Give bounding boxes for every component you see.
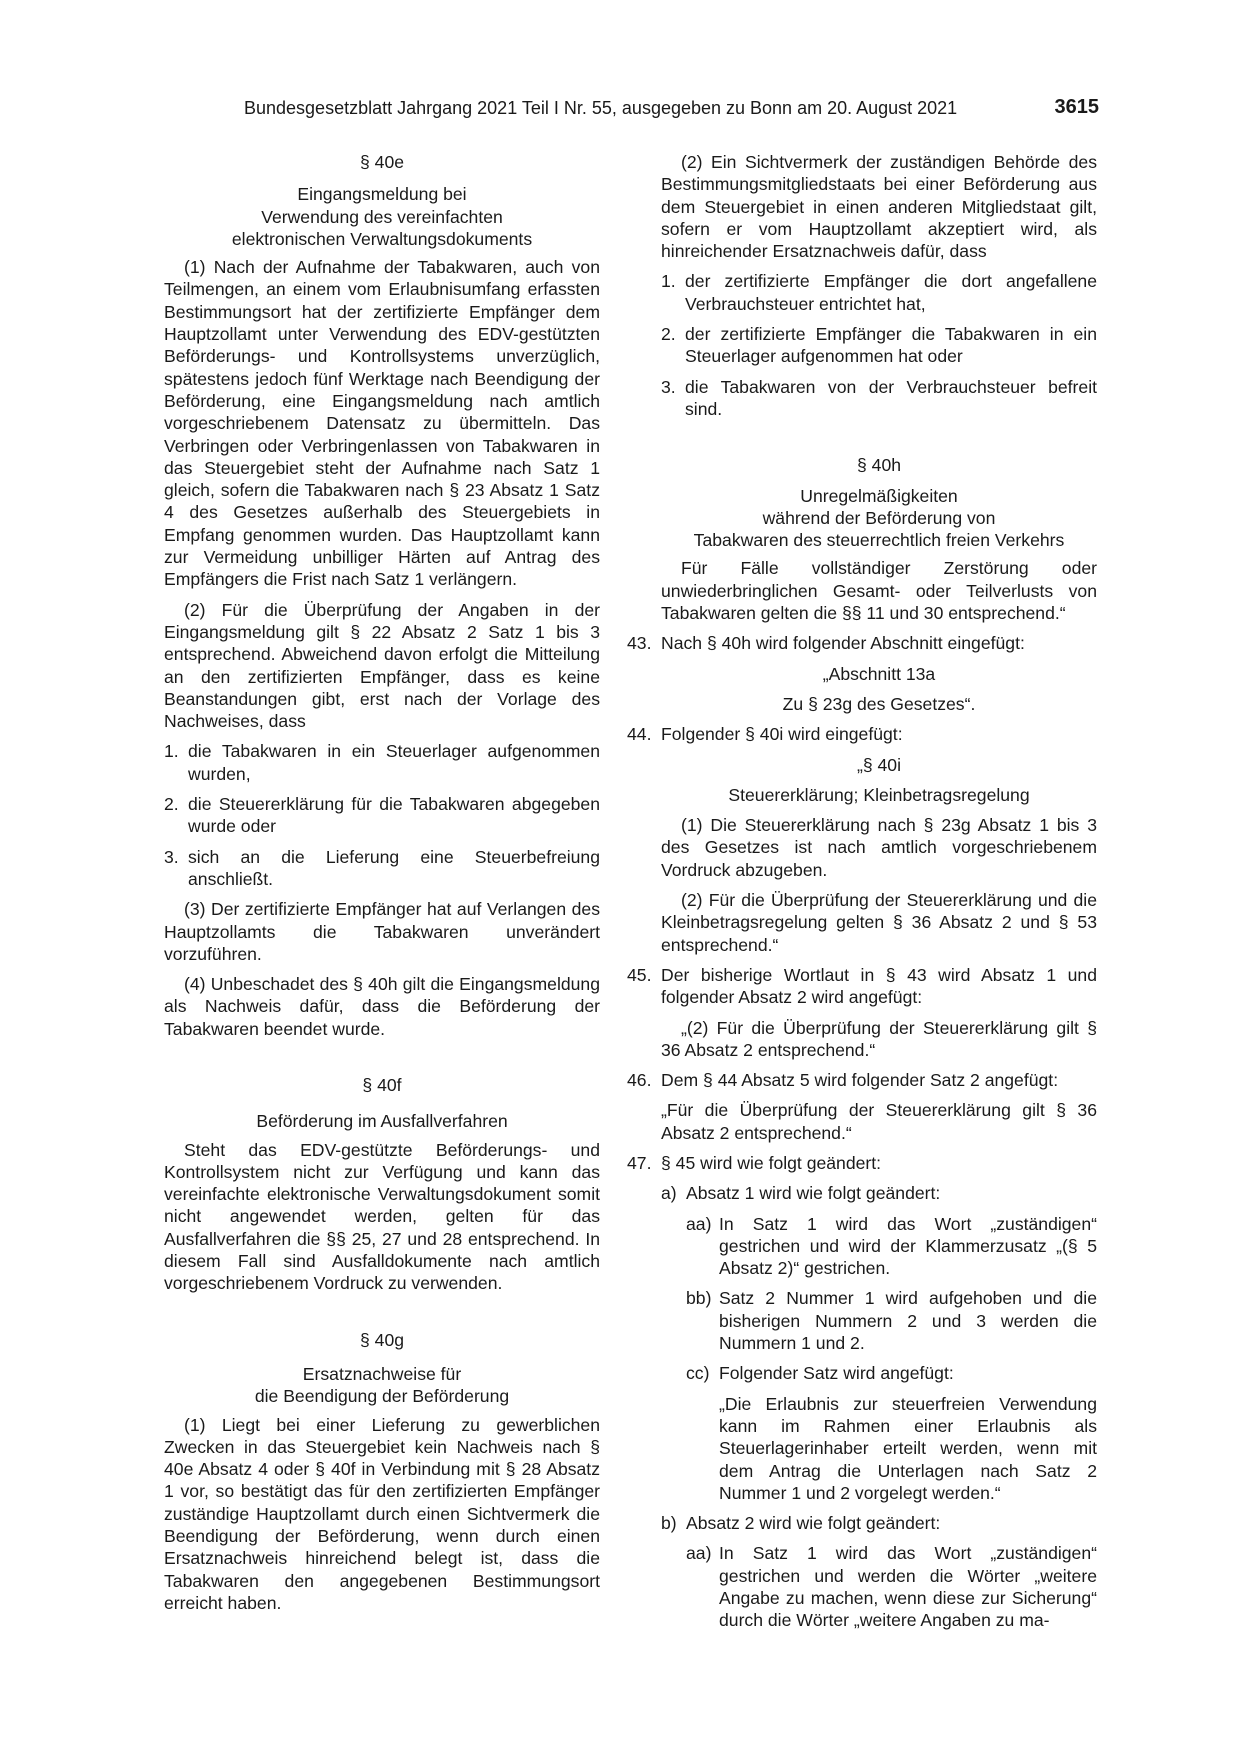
quoted-line: Zu § 23g des Gesetzes“. xyxy=(782,693,976,714)
amendment-text: Der bisherige Wortlaut in § 43 wird Absatz 1 und folgender Absatz 2 wird angefügt: xyxy=(661,964,1097,1008)
list-item xyxy=(164,740,600,785)
paragraph: (2) Ein Sichtvermerk der zuständigen Behörde des Bestimmungsmitgliedstaats bei einer Beförderung aus dem Steuergebiet in einen anderen Mitgliedstaat gilt, sofern er vom Hauptzollamt akzeptiert wird, als hinreichender Ersatznachweis dafür, dass xyxy=(661,152,1097,262)
sub-item-letter: b) xyxy=(661,1513,677,1534)
section-heading-line: Unregelmäßigkeiten xyxy=(800,485,958,506)
section-number: „§ 40i xyxy=(856,754,901,775)
paragraph: (3) Der zertifizierte Empfänger hat auf Verlangen des Hauptzollamts die Tabakwaren unverändert vorzuführen. xyxy=(164,899,600,964)
list-number: 2. xyxy=(661,324,676,345)
paragraph: Für Fälle vollständiger Zerstörung oder unwiederbringlichen Gesamt- oder Teilverlusts von Tabakwaren gelten die §§ 11 und 30 entsprechend.“ xyxy=(661,558,1097,624)
amendment-item xyxy=(627,632,1097,654)
list-item xyxy=(164,793,600,838)
amendment-text: § 45 wird wie folgt geändert: xyxy=(661,1152,882,1173)
list-text: sich an die Lieferung eine Steuerbefreiung anschließt. xyxy=(188,846,600,889)
amendment-text: Nach § 40h wird folgender Abschnitt eingefügt: xyxy=(661,633,1025,654)
sub-item-text: Absatz 2 wird wie folgt geändert: xyxy=(686,1513,941,1534)
amendment-number: 44. xyxy=(627,724,652,745)
sub-item-letter: a) xyxy=(661,1183,677,1204)
list-number: 3. xyxy=(661,376,676,397)
list-text: die Tabakwaren von der Verbrauchsteuer befreit sind. xyxy=(685,376,1097,419)
section-heading-line: Verwendung des vereinfachten xyxy=(261,206,503,227)
list-number: 1. xyxy=(164,741,179,762)
list-text: die Steuererklärung für die Tabakwaren abgegeben wurde oder xyxy=(188,794,600,837)
amendment-number: 45. xyxy=(627,964,652,985)
list-text: der zertifizierte Empfänger die Tabakwaren in ein Steuerlager aufgenommen hat oder xyxy=(685,324,1097,367)
section-number: § 40e xyxy=(359,152,405,172)
section-number: § 40h xyxy=(856,455,902,476)
section-heading-line: elektronischen Verwaltungsdokuments xyxy=(231,228,533,249)
sub-sub-item-letter: bb) xyxy=(686,1288,712,1309)
section-number: § 40f xyxy=(362,1074,402,1095)
quoted-line: „Abschnitt 13a xyxy=(822,663,936,684)
right-column xyxy=(627,151,1097,1640)
paragraph: (1) Nach der Aufnahme der Tabakwaren, auch von Teilmengen, an einem vom Erlaubnisumfang erfassten Bestimmungsort hat der zertifizierte Empfänger dem Hauptzollamt unter Verwendung des EDV-gestützten Beförderungs- und Kontrollsystems unverzüglich, spätestens jedoch fünf Werktage nach Beendigung der Beförderung, eine Eingangsmeldung nach amtlich vorgeschriebenem Datensatz zu übermitteln. Das Verbringen oder Verbringenlassen von Tabakwaren in das Steuergebiet steht der Aufnahme nach Satz 1 gleich, sofern die Tabakwaren nach § 23 Absatz 1 Satz 4 des Gesetzes außerhalb des Steuergebiets in Empfang genommen wurden. Das Hauptzollamt kann zur Vermeidung unbilliger Härten auf Antrag des Empfängers die Frist nach Satz 1 verlängern. xyxy=(164,257,600,590)
paragraph: (1) Die Steuererklärung nach § 23g Absatz 1 bis 3 des Gesetzes ist nach amtlich vorgeschriebenem Vordruck abzugeben. xyxy=(661,815,1097,880)
sub-item xyxy=(661,1182,1097,1204)
sub-item-text: Absatz 1 wird wie folgt geändert: xyxy=(686,1183,941,1204)
amendment-text: Dem § 44 Absatz 5 wird folgender Satz 2 angefügt: xyxy=(661,1070,1059,1091)
sub-sub-item-text: In Satz 1 wird das Wort „zuständigen“ gestrichen und wird der Klammerzusatz „(§ 5 Absatz 2)“ gestrichen. xyxy=(719,1213,1097,1279)
section-number: § 40g xyxy=(359,1329,405,1350)
amendment-item xyxy=(627,1069,1097,1091)
sub-item xyxy=(661,1512,1097,1534)
amendment-text: Folgender § 40i wird eingefügt: xyxy=(661,724,903,745)
quoted-paragraph: „Für die Überprüfung der Steuererklärung gilt § 36 Absatz 2 entsprechend.“ xyxy=(661,1100,1097,1143)
list-item xyxy=(661,376,1097,421)
amendment-number: 46. xyxy=(627,1070,652,1091)
amendment-item xyxy=(627,964,1097,1009)
section-heading-line: Ersatznachweise für xyxy=(302,1363,462,1384)
amendment-number: 47. xyxy=(627,1152,652,1173)
gazette-title: Bundesgesetzblatt Jahrgang 2021 Teil I Nr. 55, ausgegeben zu Bonn am 20. August 2021 xyxy=(244,98,958,118)
sub-sub-item-text: In Satz 1 wird das Wort „zuständigen“ gestrichen und werden die Wörter „weitere Angabe zu machen, wenn diese zur Sicherung“ durch die Wörter „weitere Angaben zu ma- xyxy=(719,1543,1097,1631)
sub-sub-item xyxy=(661,1362,1097,1384)
sub-sub-item-text: Satz 2 Nummer 1 wird aufgehoben und die bisherigen Nummern 2 und 3 werden die Nummern 1 und 2. xyxy=(719,1288,1097,1354)
list-item xyxy=(164,846,600,891)
list-text: die Tabakwaren in ein Steuerlager aufgenommen wurden, xyxy=(188,741,600,784)
list-number: 1. xyxy=(661,271,676,292)
quoted-paragraph: „(2) Für die Überprüfung der Steuererklärung gilt § 36 Absatz 2 entsprechend.“ xyxy=(661,1017,1097,1060)
list-item xyxy=(661,270,1097,315)
sub-sub-item xyxy=(661,1287,1097,1354)
page-header xyxy=(244,98,1099,124)
sub-sub-item xyxy=(661,1213,1097,1280)
amendment-item xyxy=(627,1152,1097,1174)
paragraph: (4) Unbeschadet des § 40h gilt die Eingangsmeldung als Nachweis dafür, dass die Beförderung der Tabakwaren beendet wurde. xyxy=(164,974,600,1039)
paragraph: (2) Für die Überprüfung der Steuererklärung und die Kleinbetragsregelung gelten § 36 Absatz 2 und § 53 entsprechend.“ xyxy=(661,890,1097,955)
section-heading-line: die Beendigung der Beförderung xyxy=(254,1386,510,1407)
paragraph: (1) Liegt bei einer Lieferung zu gewerblichen Zwecken in das Steuergebiet kein Nachweis nach § 40e Absatz 4 oder § 40f in Verbindung mit § 28 Absatz 1 vor, so bestätigt das für den zertifizierten Empfänger zuständige Hauptzollamt durch einen Sichtvermerk die Beendigung der Beförderung, wenn durch einen Ersatznachweis hinreichend belegt ist, dass die Tabakwaren den angegebenen Bestimmungsort erreicht haben. xyxy=(164,1414,600,1613)
amendment-number: 43. xyxy=(627,633,652,654)
quoted-paragraph: „Die Erlaubnis zur steuerfreien Verwendung kann im Rahmen einer Erlaubnis als Steuerlagerinhaber erteilt werden, wenn mit dem Antrag die Unterlagen nach Satz 2 Nummer 1 und 2 vorgelegt werden.“ xyxy=(719,1393,1097,1503)
paragraph: (2) Für die Überprüfung der Angaben in der Eingangsmeldung gilt § 22 Absatz 2 Satz 1 bis 3 entsprechend. Abweichend davon erfolgt die Mitteilung an den zertifizierten Empfänger, dass es keine Beanstandungen gibt, erst nach der Vorlage des Nachweises, dass xyxy=(164,599,600,732)
list-item xyxy=(661,323,1097,368)
list-number: 3. xyxy=(164,846,179,867)
amendment-item xyxy=(627,723,1097,745)
left-column xyxy=(164,151,600,1614)
section-heading-line: Eingangsmeldung bei xyxy=(297,184,467,205)
list-text: der zertifizierte Empfänger die dort angefallene Verbrauchsteuer entrichtet hat, xyxy=(685,271,1097,314)
section-heading-line: Beförderung im Ausfallverfahren xyxy=(256,1111,508,1132)
sub-sub-item xyxy=(661,1542,1097,1631)
sub-sub-item-letter: cc) xyxy=(686,1363,710,1384)
section-heading-line: Steuererklärung; Kleinbetragsregelung xyxy=(728,784,1030,805)
page-number: 3615 xyxy=(1054,96,1099,118)
sub-sub-item-text: Folgender Satz wird angefügt: xyxy=(719,1363,954,1384)
paragraph: Steht das EDV-gestützte Beförderungs- und Kontrollsystem nicht zur Verfügung und kann das vereinfachte elektronische Verwaltungsdokument somit nicht angewendet werden, gelten für das Ausfallverfahren die §§ 25, 27 und 28 entsprechend. In diesem Fall sind Ausfalldokumente nach amtlich vorgeschriebenem Vordruck zu verwenden. xyxy=(164,1139,600,1294)
list-number: 2. xyxy=(164,794,179,815)
section-heading-line: während der Beförderung von xyxy=(762,507,996,528)
sub-sub-item-letter: aa) xyxy=(686,1543,712,1564)
section-heading-line: Tabakwaren des steuerrechtlich freien Verkehrs xyxy=(693,530,1065,551)
sub-sub-item-letter: aa) xyxy=(686,1213,712,1234)
